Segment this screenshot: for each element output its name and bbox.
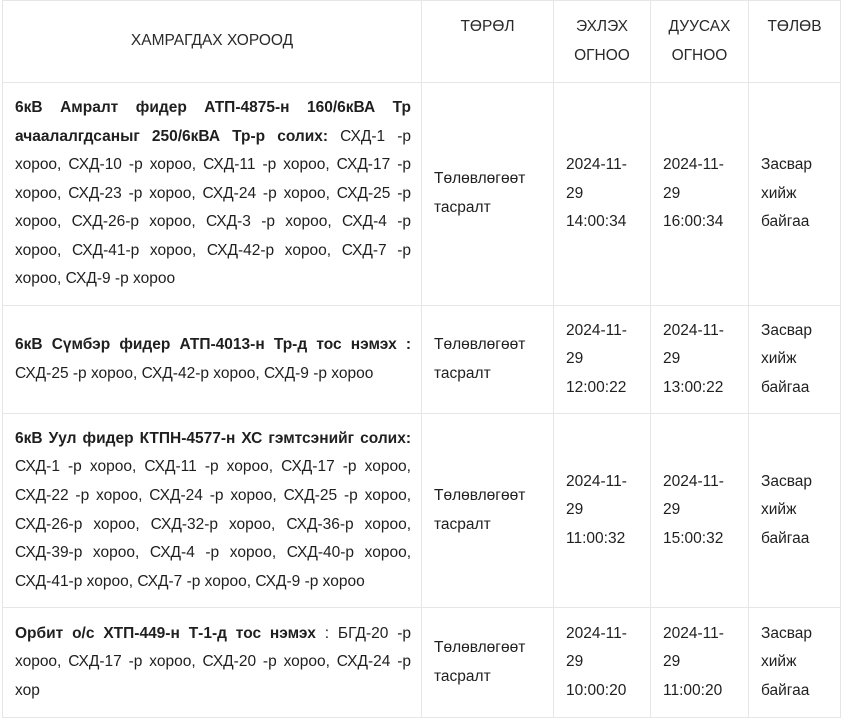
end-day: 29 [663, 653, 681, 671]
end-day: 29 [663, 501, 681, 519]
status-cell [749, 414, 841, 608]
area-cell [3, 306, 422, 414]
status-line3: байгаа [761, 529, 810, 547]
header-end-date [651, 1, 749, 83]
start-date-cell [554, 608, 651, 718]
status-line1: Засвар [761, 472, 813, 490]
start-date-cell [554, 414, 651, 608]
status-line2: хийж [761, 501, 797, 519]
type-line1: Төлөвлөгөөт [434, 638, 526, 656]
start-day: 29 [566, 501, 584, 519]
end-day: 29 [663, 184, 681, 202]
start-date: 2024-11- [566, 472, 627, 490]
start-date: 2024-11- [566, 321, 627, 339]
affected-areas: СХД-25 -р хороо, СХД-42-р хороо, СХД-9 -р хороо [15, 364, 374, 382]
start-date: 2024-11- [566, 624, 627, 642]
type-line1: Төлөвлөгөөт [434, 170, 526, 188]
type-cell [422, 83, 554, 306]
end-time: 16:00:34 [663, 213, 724, 231]
start-time: 11:00:32 [566, 529, 626, 547]
type-line2: тасралт [434, 515, 491, 533]
start-day: 29 [566, 653, 584, 671]
outage-title: 6кВ Сүмбэр фидер АТП-4013-н Тр-д тос нэмэх : [15, 335, 411, 353]
header-end-line2: ОГНОО [671, 46, 728, 64]
outage-title: Орбит о/с ХТП-449-н Т-1-д тос нэмэх [15, 624, 316, 642]
area-cell [3, 83, 422, 306]
end-time: 15:00:32 [663, 529, 724, 547]
type-line2: тасралт [434, 364, 491, 382]
end-date: 2024-11- [663, 472, 724, 490]
type-cell [422, 306, 554, 414]
area-cell [3, 414, 422, 608]
status-line3: байгаа [761, 213, 810, 231]
header-start-date [554, 1, 651, 83]
header-area: ХАМРАГДАХ ХОРООД [3, 1, 422, 83]
header-type [422, 1, 554, 83]
end-date-cell [651, 83, 749, 306]
affected-areas: СХД-1 -р хороо, СХД-10 -р хороо, СХД-11 -р хороо, СХД-17 -р хороо, СХД-23 -р хороо, СХД-24 -р хороо, СХД-25 -р хороо, СХД-26-р хороо, СХД-3 -р хороо, СХД-4 -р хороо, СХД-41-р хороо, СХД-42-р хороо, СХД-7 -р хороо, СХД-9 -р хороо [15, 127, 412, 288]
area-cell [3, 608, 422, 718]
status-line3: байгаа [761, 681, 810, 699]
header-end-line1: ДУУСАХ [668, 17, 731, 35]
end-date: 2024-11- [663, 624, 724, 642]
outage-title: 6кВ Уул фидер КТПН-4577-н ХС гэмтсэнийг солих: [15, 429, 411, 447]
table-row [3, 608, 841, 718]
type-line1: Төлөвлөгөөт [434, 335, 526, 353]
table-row [3, 83, 841, 306]
type-cell [422, 608, 554, 718]
start-date-cell [554, 83, 651, 306]
start-time: 12:00:22 [566, 378, 627, 396]
start-date-cell [554, 306, 651, 414]
end-date-cell [651, 608, 749, 718]
type-cell [422, 414, 554, 608]
status-line2: хийж [761, 350, 797, 368]
status-line3: байгаа [761, 378, 810, 396]
affected-areas: СХД-1 -р хороо, СХД-11 -р хороо, СХД-17 -р хороо, СХД-22 -р хороо, СХД-24 -р хороо, СХД-25 -р хороо, СХД-26-р хороо, СХД-32-р хороо, СХД-36-р хороо, СХД-39-р хороо, СХД-4 -р хороо, СХД-40-р хороо, СХД-41-р хороо, СХД-7 -р хороо, СХД-9 -р хороо [15, 458, 411, 590]
start-day: 29 [566, 350, 584, 368]
end-date: 2024-11- [663, 156, 724, 174]
type-line1: Төлөвлөгөөт [434, 486, 526, 504]
table-row [3, 306, 841, 414]
status-cell [749, 306, 841, 414]
affected-areas: : БГД-20 -р хороо, СХД-17 -р хороо, СХД-20 -р хороо, СХД-24 -р хор [15, 624, 411, 699]
start-time: 10:00:20 [566, 681, 627, 699]
end-date: 2024-11- [663, 321, 724, 339]
header-status [749, 1, 841, 83]
end-time: 13:00:22 [663, 378, 724, 396]
status-line2: хийж [761, 653, 797, 671]
outage-title: 6кВ Амралт фидер АТП-4875-н 160/6кВА Тр ачаалалгдсаныг 250/6кВА Тр-р солих: [15, 98, 411, 145]
end-date-cell [651, 306, 749, 414]
end-time: 11:00:20 [663, 681, 723, 699]
status-line1: Засвар [761, 321, 813, 339]
header-type-label: ТӨРӨЛ [460, 17, 515, 35]
header-start-line1: ЭХЛЭХ [575, 17, 629, 35]
status-line1: Засвар [761, 156, 813, 174]
status-cell [749, 83, 841, 306]
status-line1: Засвар [761, 624, 813, 642]
outage-table [2, 0, 841, 718]
status-line2: хийж [761, 184, 797, 202]
end-day: 29 [663, 350, 681, 368]
header-start-line2: ОГНОО [574, 46, 630, 64]
table-row [3, 414, 841, 608]
type-line2: тасралт [434, 667, 491, 685]
start-date: 2024-11- [566, 156, 627, 174]
status-cell [749, 608, 841, 718]
start-time: 14:00:34 [566, 213, 627, 231]
type-line2: тасралт [434, 199, 491, 216]
start-day: 29 [566, 184, 584, 202]
header-status-label: ТӨЛӨВ [767, 17, 822, 35]
end-date-cell [651, 414, 749, 608]
table-header-row [3, 1, 841, 83]
